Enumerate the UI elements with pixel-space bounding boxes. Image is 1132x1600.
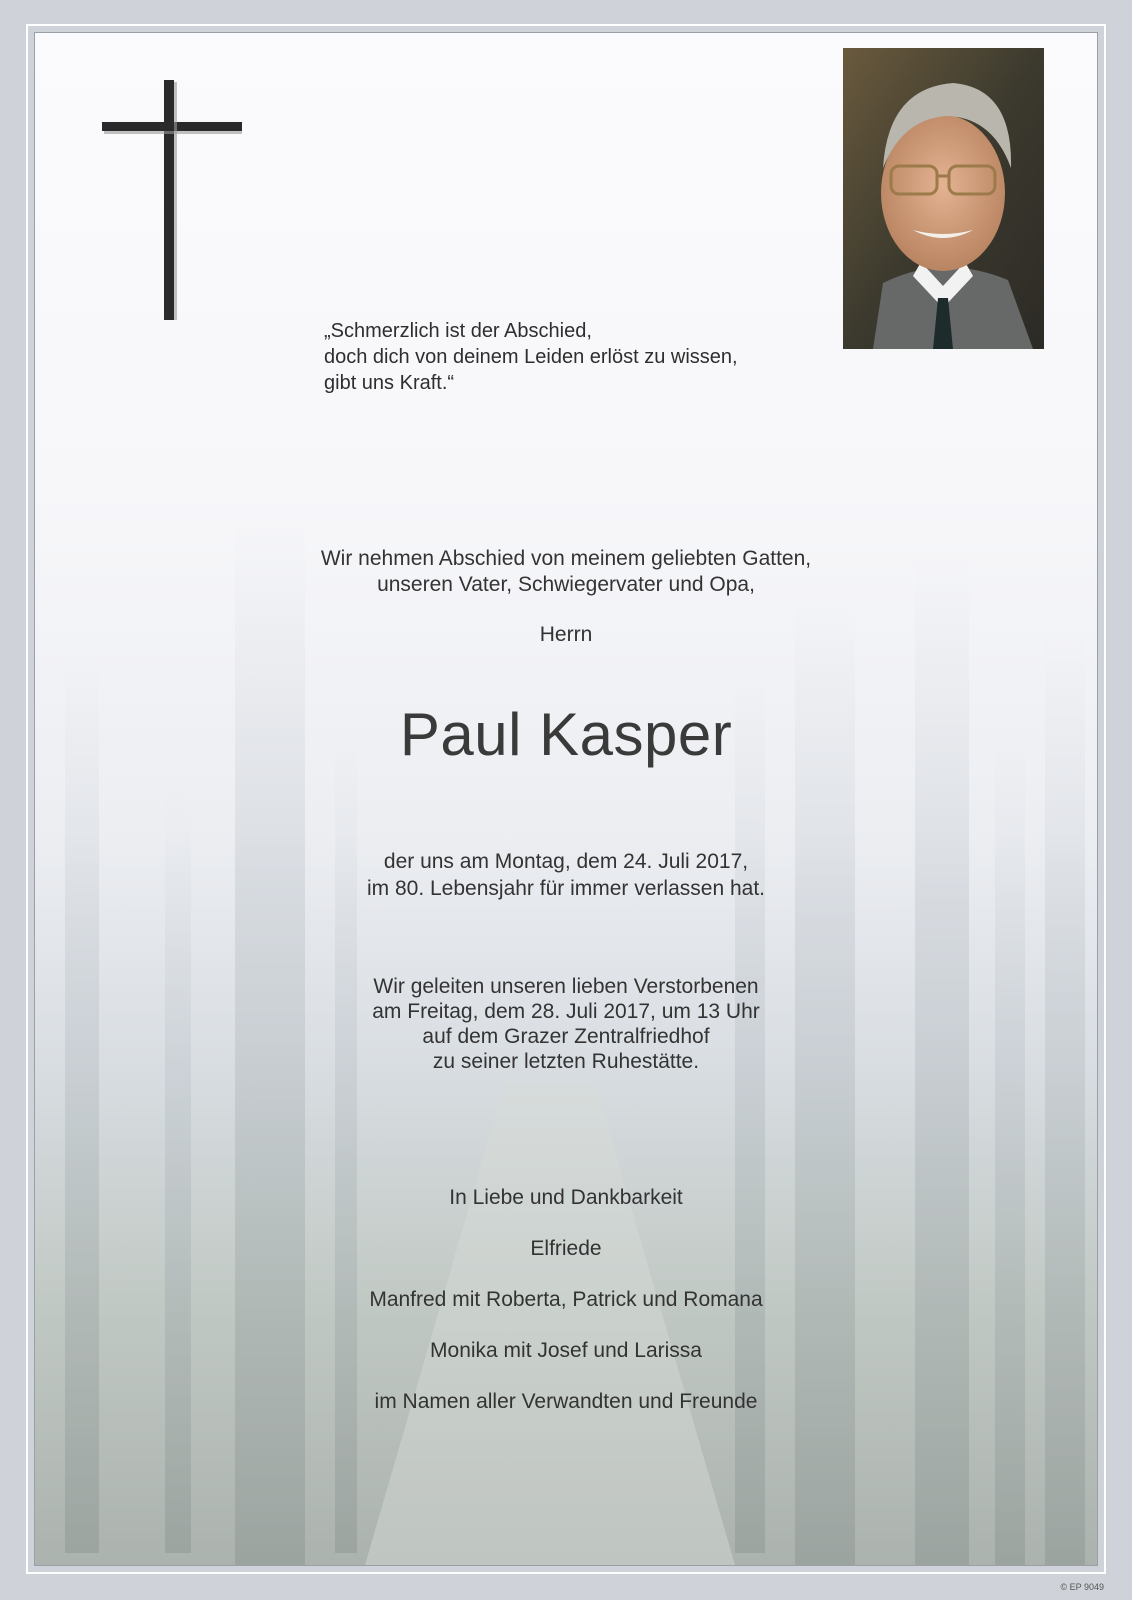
salutation-text: Herrn [539, 623, 593, 646]
death-line: der uns am Montag, dem 24. Juli 2017, [383, 850, 749, 873]
funeral-block [0, 974, 1132, 1074]
mourner-name: Monika mit Josef und Larissa [430, 1339, 702, 1362]
quote-line: doch dich von deinem Leiden erlöst zu wissen, [324, 346, 738, 368]
mourners-block [0, 1172, 1132, 1427]
salutation [0, 622, 1132, 648]
funeral-line: auf dem Grazer Zentralfriedhof [422, 1025, 710, 1048]
quote-line: gibt uns Kraft.“ [324, 372, 455, 394]
funeral-line: Wir geleiten unseren lieben Verstorbenen [373, 975, 759, 998]
death-line: im 80. Lebensjahr für immer verlassen hat. [366, 877, 765, 900]
portrait-photo [843, 48, 1044, 349]
quote-block [324, 318, 844, 396]
mourner-name: Elfriede [530, 1237, 602, 1260]
intro-line: Wir nehmen Abschied von meinem geliebten Gatten, [320, 547, 812, 570]
death-block [0, 848, 1132, 902]
closing-line: In Liebe und Dankbarkeit [449, 1186, 683, 1209]
intro-block [0, 546, 1132, 598]
deceased-name: Paul Kasper [399, 701, 733, 768]
intro-line: unseren Vater, Schwiegervater und Opa, [377, 573, 755, 596]
mourner-name: im Namen aller Verwandten und Freunde [374, 1390, 758, 1413]
quote-line: „Schmerzlich ist der Abschied, [324, 320, 592, 342]
funeral-line: zu seiner letzten Ruhestätte. [432, 1050, 700, 1073]
footer-code: © EP 9049 [1060, 1582, 1104, 1592]
mourner-name: Manfred mit Roberta, Patrick und Romana [369, 1288, 763, 1311]
cross-icon [102, 80, 242, 320]
funeral-line: am Freitag, dem 28. Juli 2017, um 13 Uhr [372, 1000, 760, 1023]
